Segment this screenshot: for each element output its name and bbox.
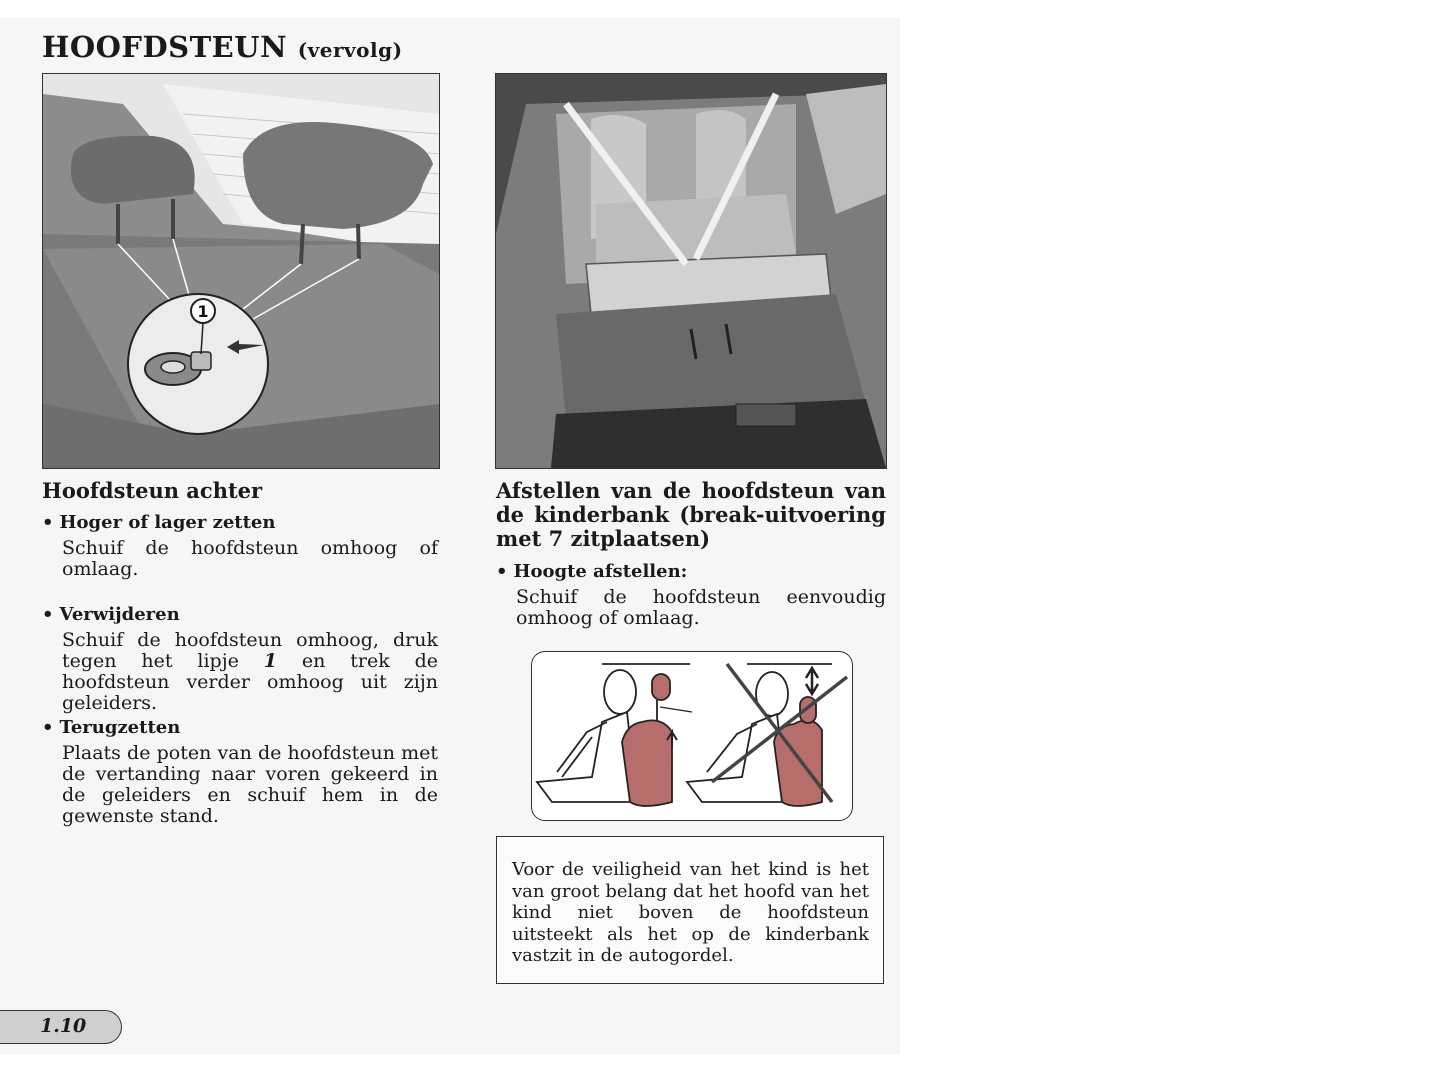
safety-warning-box: Voor de veiligheid van het kind is het van groot belang dat het hoofd van het kind niet boven de hoofdsteun uitsteekt als het op de kinderbank vastzit in de autogordel. <box>496 836 884 984</box>
height-adjust-text: Schuif de hoofdsteun eenvoudig omhoog of omlaag. <box>516 586 886 629</box>
page-number-tab: 1.10 <box>0 1010 122 1044</box>
remove-text: Schuif de hoofdsteun omhoog, druk tegen het lipje 1 en trek de hoofdsteun verder omhoog uit zijn geleiders. <box>62 629 438 714</box>
adjust-height-text: Schuif de hoofdsteun omhoog of omlaag. <box>62 537 438 580</box>
remove-label: • Verwijderen <box>42 604 180 625</box>
child-bench-heading: Afstellen van de hoofdsteun van de kinderbank (break-uitvoering met 7 zitplaatsen) <box>496 478 886 551</box>
adjust-height-instruction <box>42 512 438 580</box>
remove-instruction <box>42 604 438 714</box>
height-adjust-instruction <box>496 561 886 629</box>
rear-headrest-photo <box>42 73 440 469</box>
refit-text: Plaats de poten van de hoofdsteun met de vertanding naar voren gekeerd in de geleiders en schuif hem in de gewenste stand. <box>62 742 438 827</box>
incorrect-position-figure <box>687 664 847 806</box>
height-adjust-label: • Hoogte afstellen: <box>496 561 688 582</box>
child-bench-illustration <box>496 74 886 468</box>
page-title: HOOFDSTEUN (vervolg) <box>42 30 403 64</box>
rear-headrest-illustration <box>43 74 439 468</box>
refit-label: • Terugzetten <box>42 717 181 738</box>
child-bench-photo <box>495 73 887 469</box>
callout-number: 1 <box>197 302 209 321</box>
headrest-position-diagram <box>531 651 853 821</box>
correct-position-figure <box>537 664 692 806</box>
refit-instruction <box>42 717 438 827</box>
adjust-height-label: • Hoger of lager zetten <box>42 512 276 533</box>
rear-headrest-heading: Hoofdsteun achter <box>42 478 263 503</box>
